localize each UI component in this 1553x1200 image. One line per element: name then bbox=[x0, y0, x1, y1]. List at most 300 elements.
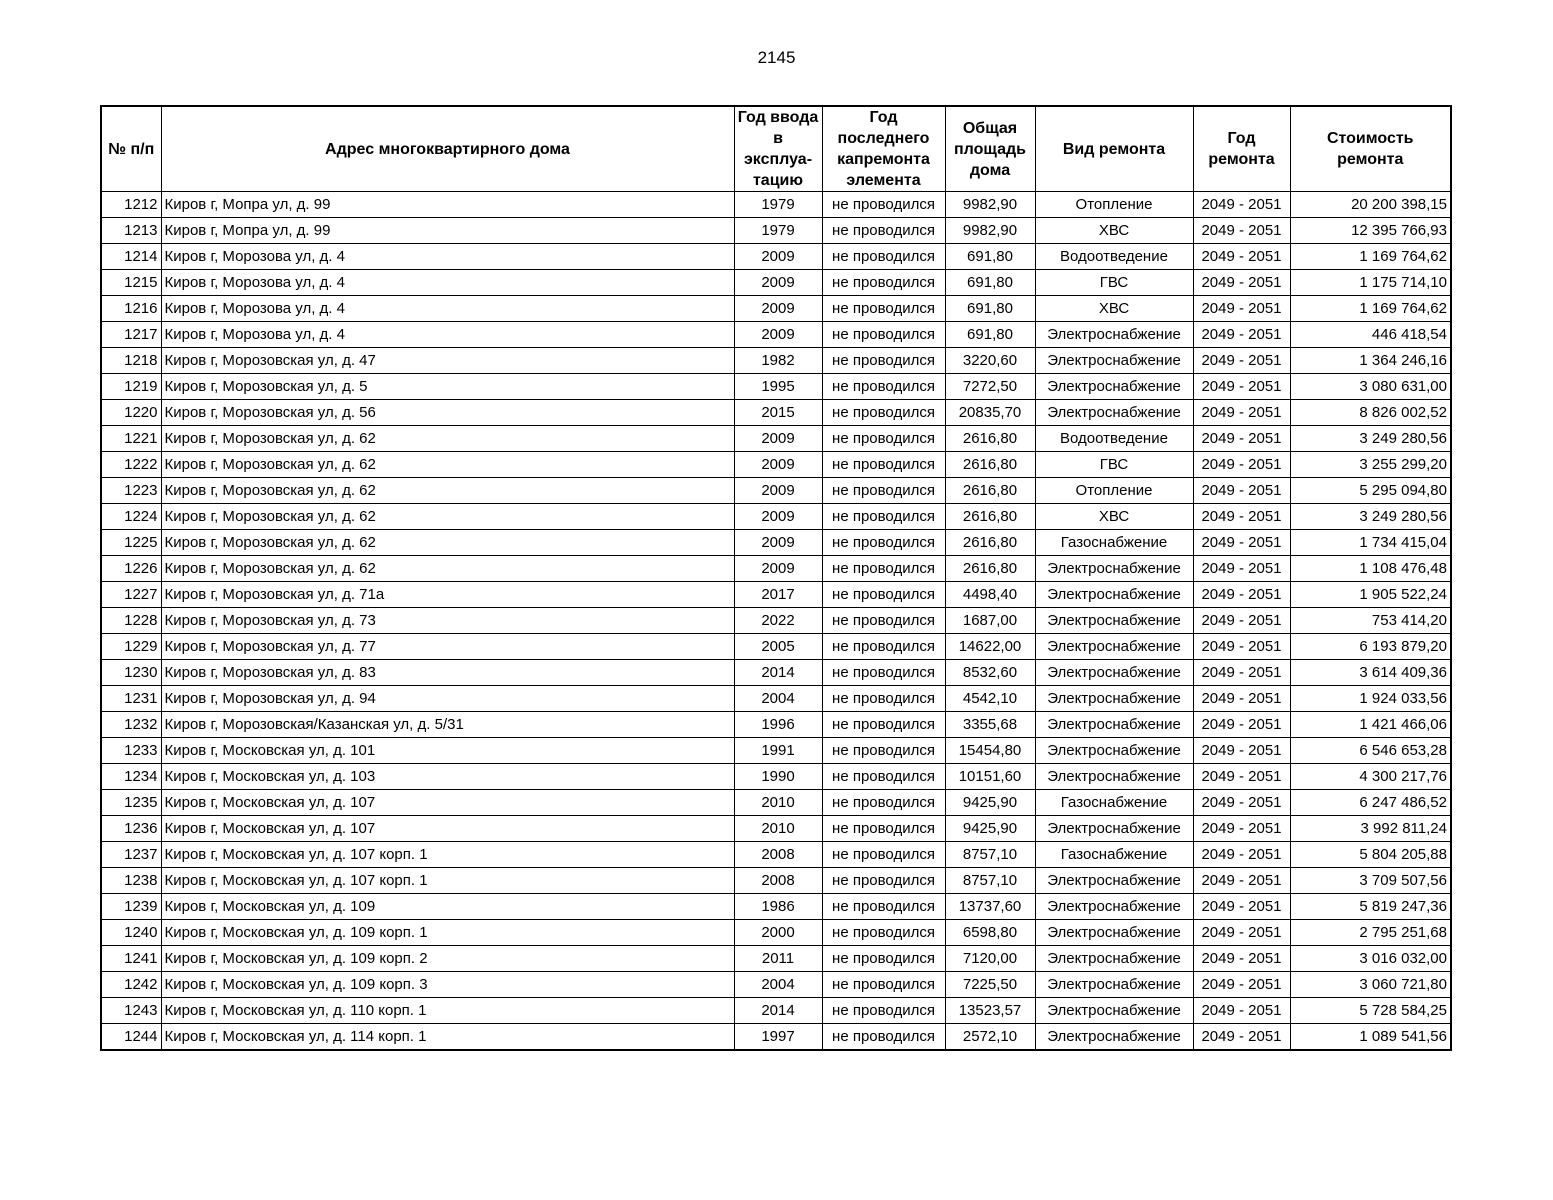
repair-period-cell: 2049 - 2051 bbox=[1193, 634, 1290, 660]
last-repair-cell: не проводился bbox=[822, 218, 945, 244]
commission-year-cell: 2009 bbox=[734, 426, 822, 452]
repair-period-cell: 2049 - 2051 bbox=[1193, 894, 1290, 920]
table-row bbox=[101, 530, 1451, 556]
repair-type-cell: Электроснабжение bbox=[1035, 764, 1193, 790]
row-number-cell: 1215 bbox=[101, 270, 161, 296]
repair-cost-cell: 1 905 522,24 bbox=[1290, 582, 1451, 608]
repair-type-cell: Электроснабжение bbox=[1035, 582, 1193, 608]
last-repair-cell: не проводился bbox=[822, 426, 945, 452]
row-number-cell: 1212 bbox=[101, 192, 161, 218]
last-repair-cell: не проводился bbox=[822, 478, 945, 504]
table-header bbox=[101, 106, 1451, 192]
header-total-area: Общая площадь дома bbox=[945, 106, 1035, 192]
repair-type-cell: Электроснабжение bbox=[1035, 868, 1193, 894]
total-area-cell: 7120,00 bbox=[945, 946, 1035, 972]
address-cell: Киров г, Мопра ул, д. 99 bbox=[161, 218, 734, 244]
last-repair-cell: не проводился bbox=[822, 816, 945, 842]
repair-type-cell: Электроснабжение bbox=[1035, 400, 1193, 426]
total-area-cell: 4498,40 bbox=[945, 582, 1035, 608]
repair-period-cell: 2049 - 2051 bbox=[1193, 192, 1290, 218]
repair-registry-table bbox=[100, 105, 1452, 1051]
total-area-cell: 2616,80 bbox=[945, 478, 1035, 504]
table-row bbox=[101, 868, 1451, 894]
repair-cost-cell: 2 795 251,68 bbox=[1290, 920, 1451, 946]
row-number-cell: 1232 bbox=[101, 712, 161, 738]
repair-cost-cell: 3 709 507,56 bbox=[1290, 868, 1451, 894]
repair-period-cell: 2049 - 2051 bbox=[1193, 1024, 1290, 1051]
repair-cost-cell: 1 108 476,48 bbox=[1290, 556, 1451, 582]
total-area-cell: 8532,60 bbox=[945, 660, 1035, 686]
address-cell: Киров г, Морозова ул, д. 4 bbox=[161, 296, 734, 322]
repair-cost-cell: 753 414,20 bbox=[1290, 608, 1451, 634]
last-repair-cell: не проводился bbox=[822, 894, 945, 920]
repair-type-cell: Газоснабжение bbox=[1035, 790, 1193, 816]
repair-period-cell: 2049 - 2051 bbox=[1193, 478, 1290, 504]
address-cell: Киров г, Мопра ул, д. 99 bbox=[161, 192, 734, 218]
row-number-cell: 1221 bbox=[101, 426, 161, 452]
commission-year-cell: 2004 bbox=[734, 972, 822, 998]
total-area-cell: 2616,80 bbox=[945, 426, 1035, 452]
row-number-cell: 1236 bbox=[101, 816, 161, 842]
address-cell: Киров г, Морозовская ул, д. 77 bbox=[161, 634, 734, 660]
repair-type-cell: Электроснабжение bbox=[1035, 712, 1193, 738]
address-cell: Киров г, Морозовская ул, д. 83 bbox=[161, 660, 734, 686]
repair-cost-cell: 3 080 631,00 bbox=[1290, 374, 1451, 400]
repair-type-cell: ГВС bbox=[1035, 270, 1193, 296]
table-row bbox=[101, 842, 1451, 868]
row-number-cell: 1219 bbox=[101, 374, 161, 400]
table-row bbox=[101, 400, 1451, 426]
address-cell: Киров г, Морозовская ул, д. 47 bbox=[161, 348, 734, 374]
commission-year-cell: 1991 bbox=[734, 738, 822, 764]
repair-cost-cell: 1 089 541,56 bbox=[1290, 1024, 1451, 1051]
repair-type-cell: Электроснабжение bbox=[1035, 738, 1193, 764]
header-row bbox=[101, 106, 1451, 192]
repair-type-cell: Электроснабжение bbox=[1035, 920, 1193, 946]
row-number-cell: 1238 bbox=[101, 868, 161, 894]
repair-type-cell: Электроснабжение bbox=[1035, 1024, 1193, 1051]
repair-cost-cell: 6 193 879,20 bbox=[1290, 634, 1451, 660]
last-repair-cell: не проводился bbox=[822, 1024, 945, 1051]
address-cell: Киров г, Московская ул, д. 107 корп. 1 bbox=[161, 842, 734, 868]
row-number-cell: 1231 bbox=[101, 686, 161, 712]
row-number-cell: 1222 bbox=[101, 452, 161, 478]
address-cell: Киров г, Морозова ул, д. 4 bbox=[161, 322, 734, 348]
address-cell: Киров г, Морозовская ул, д. 62 bbox=[161, 426, 734, 452]
repair-cost-cell: 4 300 217,76 bbox=[1290, 764, 1451, 790]
repair-cost-cell: 1 169 764,62 bbox=[1290, 296, 1451, 322]
last-repair-cell: не проводился bbox=[822, 322, 945, 348]
total-area-cell: 14622,00 bbox=[945, 634, 1035, 660]
total-area-cell: 13737,60 bbox=[945, 894, 1035, 920]
last-repair-cell: не проводился bbox=[822, 244, 945, 270]
commission-year-cell: 2009 bbox=[734, 270, 822, 296]
commission-year-cell: 2017 bbox=[734, 582, 822, 608]
total-area-cell: 20835,70 bbox=[945, 400, 1035, 426]
table-row bbox=[101, 426, 1451, 452]
repair-type-cell: Электроснабжение bbox=[1035, 608, 1193, 634]
repair-period-cell: 2049 - 2051 bbox=[1193, 426, 1290, 452]
table-row bbox=[101, 218, 1451, 244]
commission-year-cell: 2009 bbox=[734, 244, 822, 270]
repair-period-cell: 2049 - 2051 bbox=[1193, 764, 1290, 790]
repair-period-cell: 2049 - 2051 bbox=[1193, 218, 1290, 244]
row-number-cell: 1218 bbox=[101, 348, 161, 374]
repair-cost-cell: 3 255 299,20 bbox=[1290, 452, 1451, 478]
last-repair-cell: не проводился bbox=[822, 374, 945, 400]
total-area-cell: 2616,80 bbox=[945, 556, 1035, 582]
address-cell: Киров г, Морозовская ул, д. 62 bbox=[161, 530, 734, 556]
table-row bbox=[101, 348, 1451, 374]
repair-type-cell: ХВС bbox=[1035, 218, 1193, 244]
address-cell: Киров г, Московская ул, д. 107 bbox=[161, 790, 734, 816]
table-row bbox=[101, 244, 1451, 270]
repair-cost-cell: 3 016 032,00 bbox=[1290, 946, 1451, 972]
commission-year-cell: 2009 bbox=[734, 530, 822, 556]
repair-period-cell: 2049 - 2051 bbox=[1193, 842, 1290, 868]
commission-year-cell: 1996 bbox=[734, 712, 822, 738]
table-row bbox=[101, 998, 1451, 1024]
repair-cost-cell: 20 200 398,15 bbox=[1290, 192, 1451, 218]
commission-year-cell: 1986 bbox=[734, 894, 822, 920]
address-cell: Киров г, Морозовская ул, д. 62 bbox=[161, 556, 734, 582]
row-number-cell: 1220 bbox=[101, 400, 161, 426]
row-number-cell: 1213 bbox=[101, 218, 161, 244]
total-area-cell: 691,80 bbox=[945, 322, 1035, 348]
table-row bbox=[101, 478, 1451, 504]
repair-cost-cell: 1 421 466,06 bbox=[1290, 712, 1451, 738]
repair-cost-cell: 3 249 280,56 bbox=[1290, 504, 1451, 530]
repair-period-cell: 2049 - 2051 bbox=[1193, 244, 1290, 270]
address-cell: Киров г, Морозовская ул, д. 56 bbox=[161, 400, 734, 426]
address-cell: Киров г, Морозова ул, д. 4 bbox=[161, 244, 734, 270]
repair-cost-cell: 3 992 811,24 bbox=[1290, 816, 1451, 842]
repair-cost-cell: 6 247 486,52 bbox=[1290, 790, 1451, 816]
commission-year-cell: 2009 bbox=[734, 504, 822, 530]
repair-type-cell: Электроснабжение bbox=[1035, 946, 1193, 972]
repair-cost-cell: 1 924 033,56 bbox=[1290, 686, 1451, 712]
total-area-cell: 1687,00 bbox=[945, 608, 1035, 634]
row-number-cell: 1243 bbox=[101, 998, 161, 1024]
table-row bbox=[101, 712, 1451, 738]
last-repair-cell: не проводился bbox=[822, 868, 945, 894]
repair-type-cell: ХВС bbox=[1035, 504, 1193, 530]
repair-type-cell: Электроснабжение bbox=[1035, 322, 1193, 348]
address-cell: Киров г, Московская ул, д. 107 корп. 1 bbox=[161, 868, 734, 894]
repair-period-cell: 2049 - 2051 bbox=[1193, 946, 1290, 972]
repair-cost-cell: 446 418,54 bbox=[1290, 322, 1451, 348]
commission-year-cell: 1995 bbox=[734, 374, 822, 400]
table-row bbox=[101, 322, 1451, 348]
total-area-cell: 9425,90 bbox=[945, 790, 1035, 816]
row-number-cell: 1244 bbox=[101, 1024, 161, 1051]
row-number-cell: 1217 bbox=[101, 322, 161, 348]
table-row bbox=[101, 1024, 1451, 1051]
repair-type-cell: Электроснабжение bbox=[1035, 816, 1193, 842]
table-row bbox=[101, 374, 1451, 400]
last-repair-cell: не проводился bbox=[822, 712, 945, 738]
commission-year-cell: 2009 bbox=[734, 556, 822, 582]
table-row bbox=[101, 920, 1451, 946]
row-number-cell: 1226 bbox=[101, 556, 161, 582]
address-cell: Киров г, Морозовская ул, д. 71а bbox=[161, 582, 734, 608]
repair-type-cell: Электроснабжение bbox=[1035, 660, 1193, 686]
repair-cost-cell: 5 295 094,80 bbox=[1290, 478, 1451, 504]
header-repair-cost: Стоимость ремонта bbox=[1290, 106, 1451, 192]
commission-year-cell: 1982 bbox=[734, 348, 822, 374]
repair-cost-cell: 1 175 714,10 bbox=[1290, 270, 1451, 296]
total-area-cell: 7272,50 bbox=[945, 374, 1035, 400]
repair-period-cell: 2049 - 2051 bbox=[1193, 374, 1290, 400]
row-number-cell: 1230 bbox=[101, 660, 161, 686]
repair-type-cell: Электроснабжение bbox=[1035, 686, 1193, 712]
total-area-cell: 13523,57 bbox=[945, 998, 1035, 1024]
row-number-cell: 1216 bbox=[101, 296, 161, 322]
row-number-cell: 1235 bbox=[101, 790, 161, 816]
last-repair-cell: не проводился bbox=[822, 348, 945, 374]
last-repair-cell: не проводился bbox=[822, 582, 945, 608]
repair-period-cell: 2049 - 2051 bbox=[1193, 348, 1290, 374]
commission-year-cell: 2008 bbox=[734, 868, 822, 894]
table-row bbox=[101, 504, 1451, 530]
row-number-cell: 1227 bbox=[101, 582, 161, 608]
table-row bbox=[101, 686, 1451, 712]
last-repair-cell: не проводился bbox=[822, 296, 945, 322]
repair-cost-cell: 1 734 415,04 bbox=[1290, 530, 1451, 556]
address-cell: Киров г, Морозовская ул, д. 73 bbox=[161, 608, 734, 634]
commission-year-cell: 2009 bbox=[734, 322, 822, 348]
total-area-cell: 9982,90 bbox=[945, 218, 1035, 244]
repair-period-cell: 2049 - 2051 bbox=[1193, 608, 1290, 634]
last-repair-cell: не проводился bbox=[822, 920, 945, 946]
address-cell: Киров г, Московская ул, д. 101 bbox=[161, 738, 734, 764]
repair-period-cell: 2049 - 2051 bbox=[1193, 296, 1290, 322]
last-repair-cell: не проводился bbox=[822, 764, 945, 790]
row-number-cell: 1229 bbox=[101, 634, 161, 660]
repair-type-cell: Отопление bbox=[1035, 478, 1193, 504]
table-row bbox=[101, 634, 1451, 660]
total-area-cell: 691,80 bbox=[945, 270, 1035, 296]
repair-period-cell: 2049 - 2051 bbox=[1193, 556, 1290, 582]
address-cell: Киров г, Морозовская ул, д. 5 bbox=[161, 374, 734, 400]
table-row bbox=[101, 192, 1451, 218]
repair-cost-cell: 12 395 766,93 bbox=[1290, 218, 1451, 244]
repair-period-cell: 2049 - 2051 bbox=[1193, 270, 1290, 296]
repair-type-cell: Водоотведение bbox=[1035, 426, 1193, 452]
header-address: Адрес многоквартирного дома bbox=[161, 106, 734, 192]
repair-cost-cell: 1 169 764,62 bbox=[1290, 244, 1451, 270]
last-repair-cell: не проводился bbox=[822, 504, 945, 530]
total-area-cell: 7225,50 bbox=[945, 972, 1035, 998]
commission-year-cell: 2004 bbox=[734, 686, 822, 712]
table-row bbox=[101, 816, 1451, 842]
total-area-cell: 3220,60 bbox=[945, 348, 1035, 374]
commission-year-cell: 2014 bbox=[734, 998, 822, 1024]
repair-type-cell: Газоснабжение bbox=[1035, 530, 1193, 556]
table-row bbox=[101, 582, 1451, 608]
page-number: 2145 bbox=[757, 48, 796, 67]
repair-period-cell: 2049 - 2051 bbox=[1193, 452, 1290, 478]
row-number-cell: 1237 bbox=[101, 842, 161, 868]
commission-year-cell: 2010 bbox=[734, 790, 822, 816]
repair-period-cell: 2049 - 2051 bbox=[1193, 920, 1290, 946]
last-repair-cell: не проводился bbox=[822, 556, 945, 582]
total-area-cell: 9982,90 bbox=[945, 192, 1035, 218]
row-number-cell: 1239 bbox=[101, 894, 161, 920]
repair-period-cell: 2049 - 2051 bbox=[1193, 816, 1290, 842]
address-cell: Киров г, Морозовская ул, д. 62 bbox=[161, 452, 734, 478]
header-row-number: № п/п bbox=[101, 106, 161, 192]
repair-period-cell: 2049 - 2051 bbox=[1193, 400, 1290, 426]
row-number-cell: 1228 bbox=[101, 608, 161, 634]
repair-type-cell: Водоотведение bbox=[1035, 244, 1193, 270]
repair-type-cell: Электроснабжение bbox=[1035, 348, 1193, 374]
last-repair-cell: не проводился bbox=[822, 660, 945, 686]
total-area-cell: 2572,10 bbox=[945, 1024, 1035, 1051]
table-body bbox=[101, 192, 1451, 1051]
repair-cost-cell: 8 826 002,52 bbox=[1290, 400, 1451, 426]
last-repair-cell: не проводился bbox=[822, 270, 945, 296]
commission-year-cell: 2008 bbox=[734, 842, 822, 868]
table-row bbox=[101, 270, 1451, 296]
commission-year-cell: 2011 bbox=[734, 946, 822, 972]
table-row bbox=[101, 452, 1451, 478]
commission-year-cell: 1979 bbox=[734, 218, 822, 244]
total-area-cell: 8757,10 bbox=[945, 868, 1035, 894]
repair-type-cell: Электроснабжение bbox=[1035, 894, 1193, 920]
row-number-cell: 1241 bbox=[101, 946, 161, 972]
commission-year-cell: 2015 bbox=[734, 400, 822, 426]
last-repair-cell: не проводился bbox=[822, 686, 945, 712]
repair-period-cell: 2049 - 2051 bbox=[1193, 582, 1290, 608]
table-row bbox=[101, 738, 1451, 764]
repair-type-cell: ХВС bbox=[1035, 296, 1193, 322]
commission-year-cell: 2014 bbox=[734, 660, 822, 686]
commission-year-cell: 1979 bbox=[734, 192, 822, 218]
commission-year-cell: 2009 bbox=[734, 452, 822, 478]
total-area-cell: 691,80 bbox=[945, 296, 1035, 322]
last-repair-cell: не проводился bbox=[822, 192, 945, 218]
commission-year-cell: 2009 bbox=[734, 296, 822, 322]
header-repair-type: Вид ремонта bbox=[1035, 106, 1193, 192]
repair-cost-cell: 6 546 653,28 bbox=[1290, 738, 1451, 764]
table-row bbox=[101, 608, 1451, 634]
row-number-cell: 1214 bbox=[101, 244, 161, 270]
table-row bbox=[101, 972, 1451, 998]
repair-type-cell: Отопление bbox=[1035, 192, 1193, 218]
repair-type-cell: Электроснабжение bbox=[1035, 998, 1193, 1024]
table-row bbox=[101, 556, 1451, 582]
repair-type-cell: ГВС bbox=[1035, 452, 1193, 478]
row-number-cell: 1225 bbox=[101, 530, 161, 556]
total-area-cell: 2616,80 bbox=[945, 452, 1035, 478]
row-number-cell: 1242 bbox=[101, 972, 161, 998]
address-cell: Киров г, Морозова ул, д. 4 bbox=[161, 270, 734, 296]
address-cell: Киров г, Московская ул, д. 109 корп. 1 bbox=[161, 920, 734, 946]
commission-year-cell: 2010 bbox=[734, 816, 822, 842]
repair-cost-cell: 3 614 409,36 bbox=[1290, 660, 1451, 686]
repair-type-cell: Электроснабжение bbox=[1035, 374, 1193, 400]
row-number-cell: 1233 bbox=[101, 738, 161, 764]
header-repair-period: Год ремонта bbox=[1193, 106, 1290, 192]
total-area-cell: 2616,80 bbox=[945, 504, 1035, 530]
repair-type-cell: Электроснабжение bbox=[1035, 634, 1193, 660]
repair-period-cell: 2049 - 2051 bbox=[1193, 998, 1290, 1024]
repair-period-cell: 2049 - 2051 bbox=[1193, 686, 1290, 712]
last-repair-cell: не проводился bbox=[822, 946, 945, 972]
commission-year-cell: 1997 bbox=[734, 1024, 822, 1051]
repair-period-cell: 2049 - 2051 bbox=[1193, 712, 1290, 738]
last-repair-cell: не проводился bbox=[822, 998, 945, 1024]
last-repair-cell: не проводился bbox=[822, 634, 945, 660]
row-number-cell: 1234 bbox=[101, 764, 161, 790]
commission-year-cell: 1990 bbox=[734, 764, 822, 790]
row-number-cell: 1224 bbox=[101, 504, 161, 530]
repair-period-cell: 2049 - 2051 bbox=[1193, 530, 1290, 556]
total-area-cell: 691,80 bbox=[945, 244, 1035, 270]
address-cell: Киров г, Московская ул, д. 103 bbox=[161, 764, 734, 790]
row-number-cell: 1223 bbox=[101, 478, 161, 504]
address-cell: Киров г, Морозовская ул, д. 62 bbox=[161, 478, 734, 504]
address-cell: Киров г, Морозовская ул, д. 94 bbox=[161, 686, 734, 712]
header-commission-year: Год ввода в эксплуа-тацию bbox=[734, 106, 822, 192]
repair-period-cell: 2049 - 2051 bbox=[1193, 868, 1290, 894]
repair-type-cell: Электроснабжение bbox=[1035, 972, 1193, 998]
repair-cost-cell: 3 060 721,80 bbox=[1290, 972, 1451, 998]
repair-period-cell: 2049 - 2051 bbox=[1193, 738, 1290, 764]
commission-year-cell: 2009 bbox=[734, 478, 822, 504]
repair-cost-cell: 5 804 205,88 bbox=[1290, 842, 1451, 868]
repair-cost-cell: 5 728 584,25 bbox=[1290, 998, 1451, 1024]
repair-period-cell: 2049 - 2051 bbox=[1193, 660, 1290, 686]
table-row bbox=[101, 660, 1451, 686]
table-row bbox=[101, 946, 1451, 972]
last-repair-cell: не проводился bbox=[822, 738, 945, 764]
total-area-cell: 2616,80 bbox=[945, 530, 1035, 556]
last-repair-cell: не проводился bbox=[822, 972, 945, 998]
total-area-cell: 9425,90 bbox=[945, 816, 1035, 842]
total-area-cell: 10151,60 bbox=[945, 764, 1035, 790]
total-area-cell: 3355,68 bbox=[945, 712, 1035, 738]
address-cell: Киров г, Морозовская/Казанская ул, д. 5/31 bbox=[161, 712, 734, 738]
address-cell: Киров г, Московская ул, д. 109 bbox=[161, 894, 734, 920]
last-repair-cell: не проводился bbox=[822, 530, 945, 556]
commission-year-cell: 2022 bbox=[734, 608, 822, 634]
commission-year-cell: 2000 bbox=[734, 920, 822, 946]
repair-cost-cell: 5 819 247,36 bbox=[1290, 894, 1451, 920]
repair-period-cell: 2049 - 2051 bbox=[1193, 790, 1290, 816]
row-number-cell: 1240 bbox=[101, 920, 161, 946]
table-row bbox=[101, 894, 1451, 920]
address-cell: Киров г, Морозовская ул, д. 62 bbox=[161, 504, 734, 530]
address-cell: Киров г, Московская ул, д. 107 bbox=[161, 816, 734, 842]
repair-period-cell: 2049 - 2051 bbox=[1193, 504, 1290, 530]
last-repair-cell: не проводился bbox=[822, 400, 945, 426]
commission-year-cell: 2005 bbox=[734, 634, 822, 660]
last-repair-cell: не проводился bbox=[822, 452, 945, 478]
total-area-cell: 4542,10 bbox=[945, 686, 1035, 712]
repair-type-cell: Газоснабжение bbox=[1035, 842, 1193, 868]
total-area-cell: 15454,80 bbox=[945, 738, 1035, 764]
address-cell: Киров г, Московская ул, д. 109 корп. 3 bbox=[161, 972, 734, 998]
repair-period-cell: 2049 - 2051 bbox=[1193, 322, 1290, 348]
last-repair-cell: не проводился bbox=[822, 842, 945, 868]
repair-type-cell: Электроснабжение bbox=[1035, 556, 1193, 582]
repair-cost-cell: 3 249 280,56 bbox=[1290, 426, 1451, 452]
address-cell: Киров г, Московская ул, д. 114 корп. 1 bbox=[161, 1024, 734, 1051]
table-row bbox=[101, 764, 1451, 790]
total-area-cell: 8757,10 bbox=[945, 842, 1035, 868]
